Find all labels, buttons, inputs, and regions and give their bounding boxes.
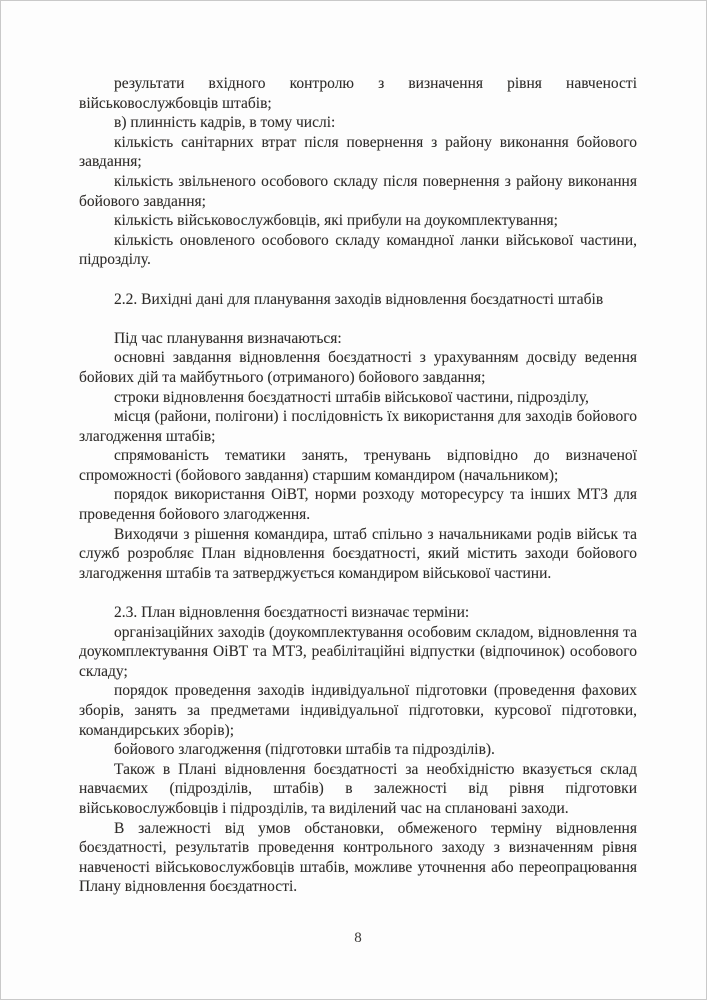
page-number: 8 xyxy=(354,930,362,946)
paragraph: бойового злагодження (підготовки штабів та підрозділів). xyxy=(114,741,495,759)
paragraph: кількість звільненого особового складу після повернення з району виконання бойового завдання; xyxy=(79,172,637,210)
section-heading-2-3: 2.3. План відновлення боєздатності визначає терміни: xyxy=(114,604,470,622)
paragraph: кількість санітарних втрат після повернення з району виконання бойового завдання; xyxy=(79,133,637,171)
paragraph: Під час планування визначаються: xyxy=(114,329,342,347)
paragraph: порядок використання ОіВТ, норми розходу моторесурсу та інших МТЗ для проведення бойового злагодження. xyxy=(79,486,637,524)
paragraph: Також в Плані відновлення боєздатності за необхідністю вказується склад навчаємих (підрозділів, штабів) в залежності від рівня підготовки військовослужбовців і підрозділів, та виділений час на сплановані заходи. xyxy=(79,760,637,817)
section-heading-2-2: 2.2. Вихідні дані для планування заходів відновлення боєздатності штабів xyxy=(114,290,604,308)
paragraph-list-item-v: в) плинність кадрів, в тому числі: xyxy=(114,114,336,132)
paragraph: основні завдання відновлення боєздатності з урахуванням досвіду ведення бойових дій та майбутнього (отриманого) бойового завдання; xyxy=(79,349,637,386)
paragraph: В залежності від умов обстановки, обмеженого терміну відновлення боєздатності, результатів проведення контрольного заходу з визначенням рівня навченості військовослужбовців штабів, можливе уточнення або переопрацювання Плану відновлення боєздатності. xyxy=(79,819,637,896)
paragraph: місця (райони, полігони) і послідовність їх використання для заходів бойового злагодження штабів; xyxy=(79,408,637,445)
paragraph: Виходячи з рішення командира, штаб спільно з начальниками родів військ та служб розробляє План відновлення боєздатності, який містить заходи бойового злагодження штабів та затверджується командиром військової частини. xyxy=(79,525,637,582)
paragraph: кількість військовослужбовців, які прибули на доукомплектування; xyxy=(114,212,558,230)
paragraph: організаційних заходів (доукомплектування особовим складом, відновлення та доукомплектування ОіВТ та МТЗ, реабілітаційні відпустки (відпочинок) особового складу; xyxy=(79,623,637,680)
page-body-text xyxy=(79,74,637,897)
paragraph: кількість оновленого особового складу командної ланки військової частини, підрозділу. xyxy=(79,231,637,269)
paragraph: строки відновлення боєздатності штабів військової частини, підрозділу, xyxy=(114,388,589,406)
paragraph: спрямованість тематики занять, тренувань відповідно до визначеної спроможності (бойового завдання) старшим командиром (начальником); xyxy=(79,447,637,484)
paragraph-carryover: результати вхідного контролю з визначення рівня навченості військовослужбовців штабів; xyxy=(79,75,637,112)
paragraph: порядок проведення заходів індивідуальної підготовки (проведення фахових зборів, занять за предметами індивідуальної підготовки, курсової підготовки, командирських зборів); xyxy=(79,682,637,739)
